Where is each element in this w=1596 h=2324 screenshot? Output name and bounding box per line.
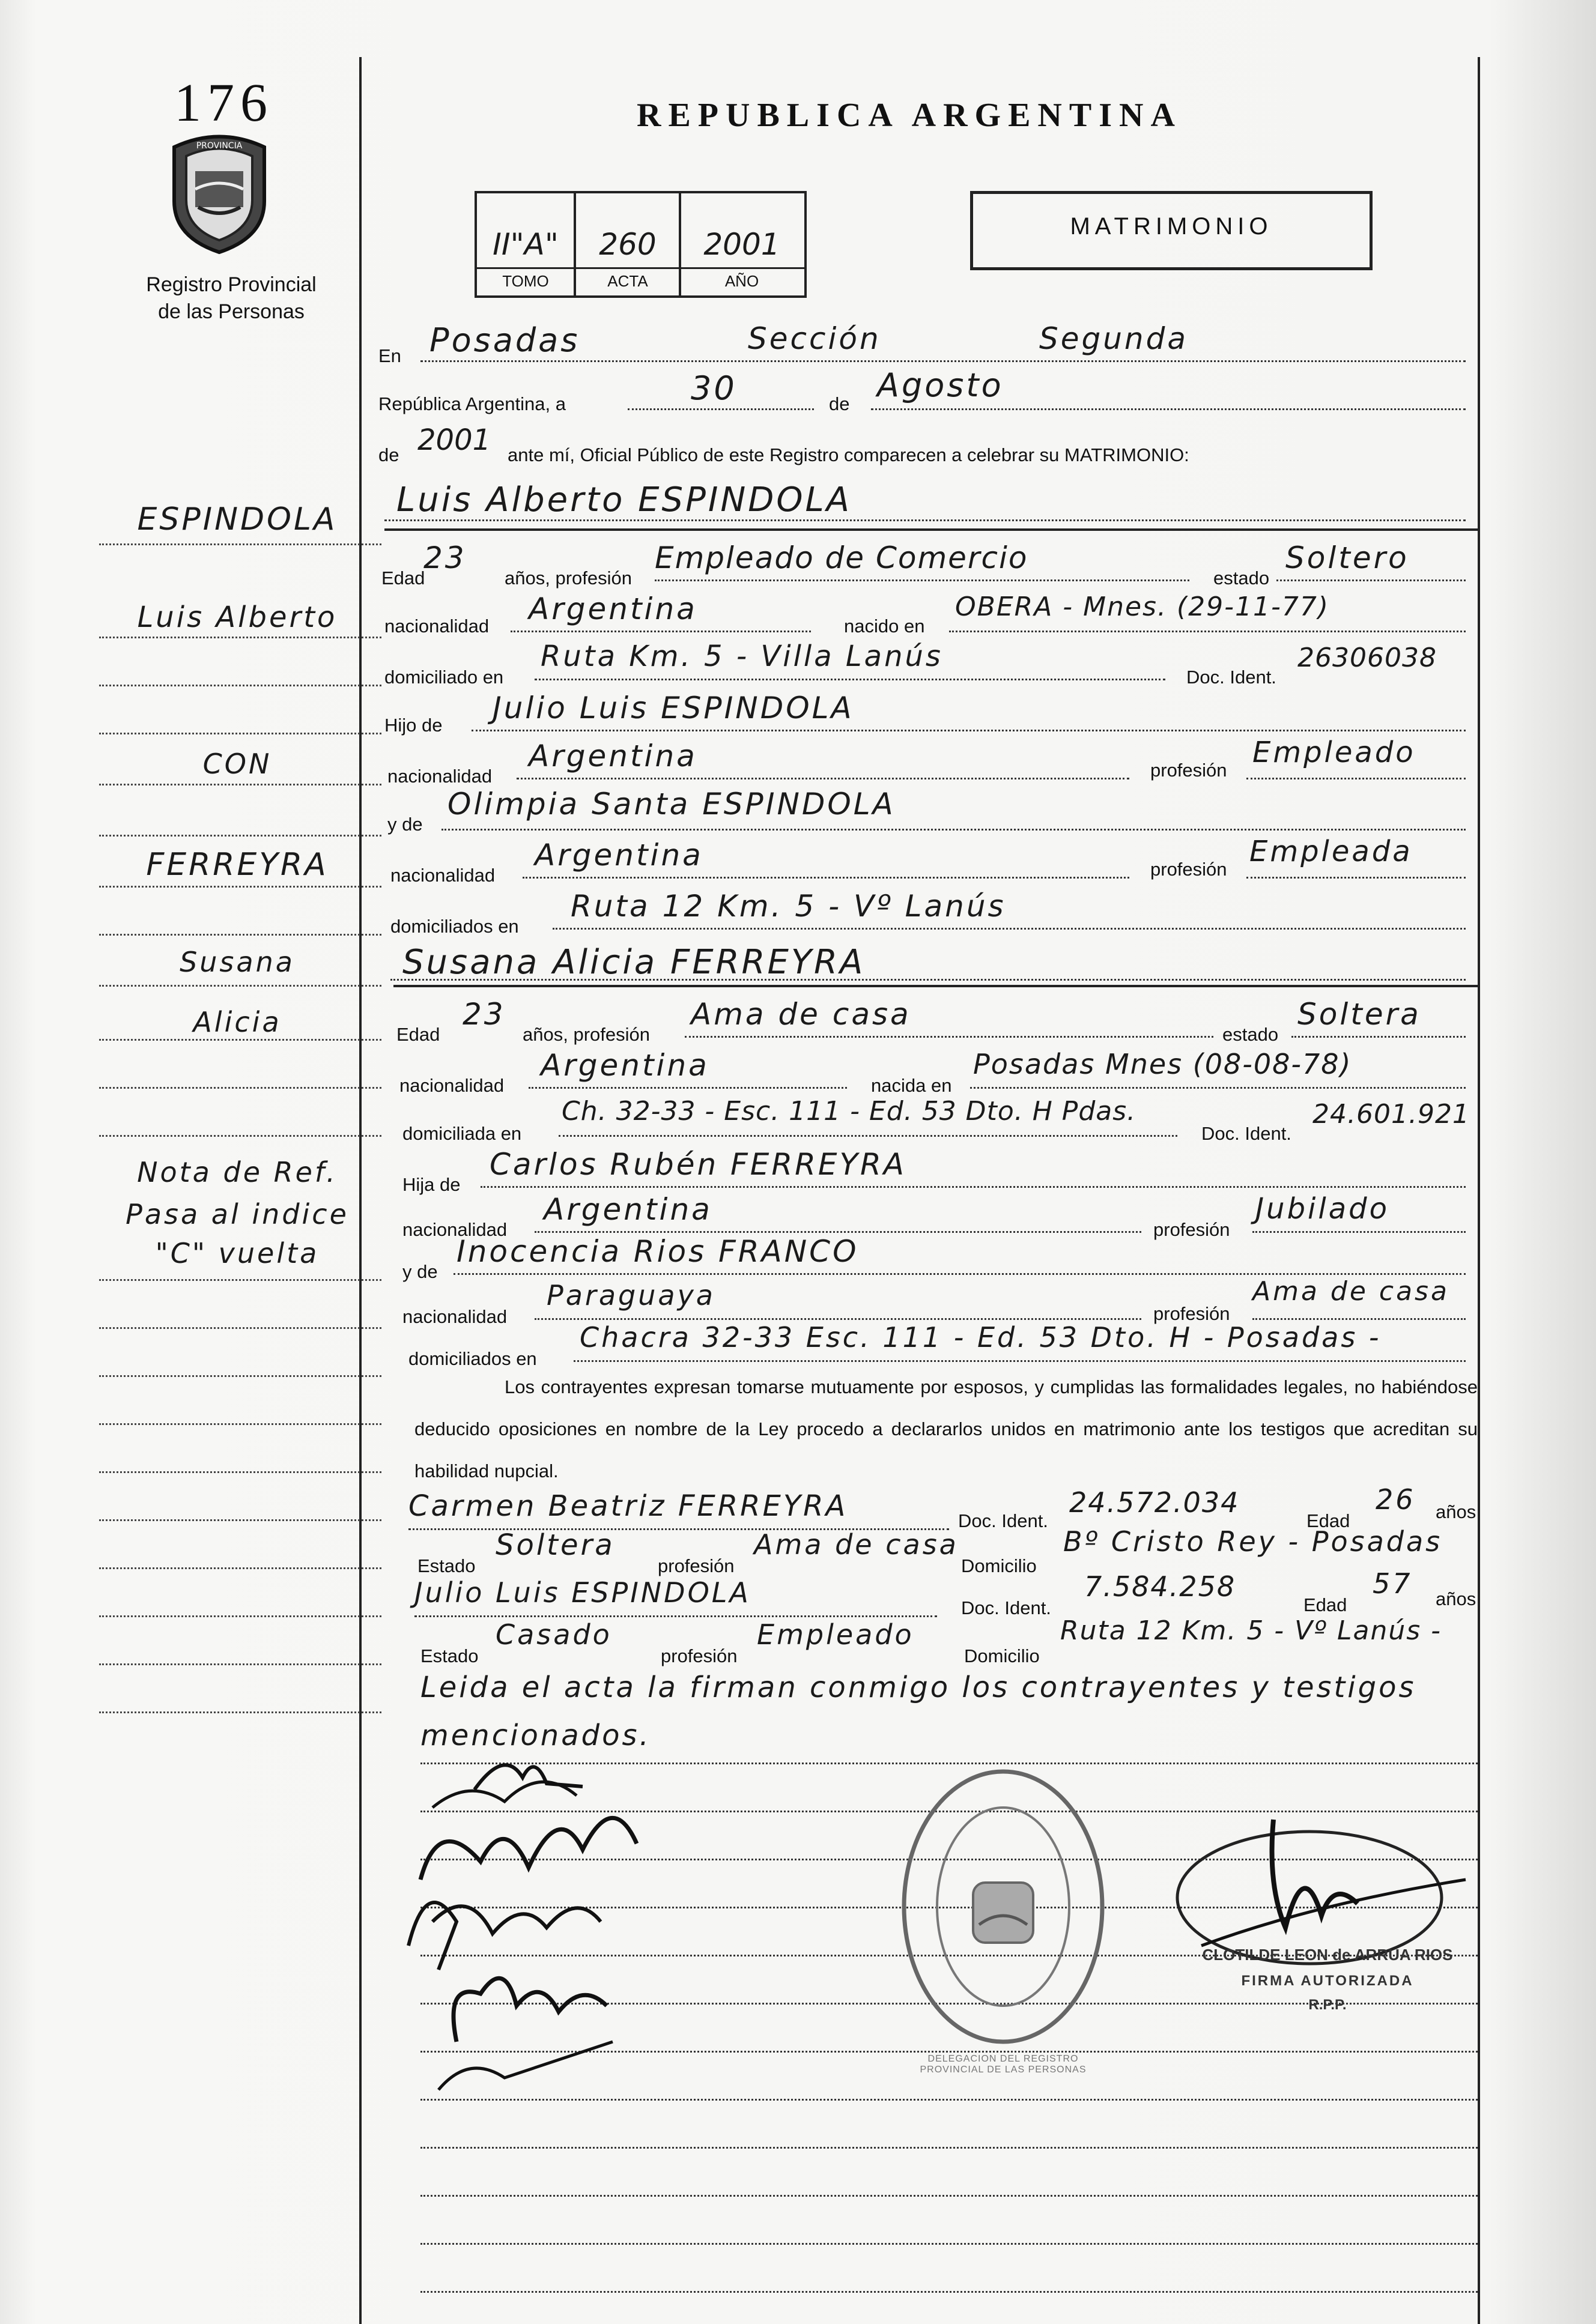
- section-rule: [384, 528, 1478, 531]
- bride-madre-nac-line: [535, 1318, 1141, 1320]
- year-prefix: de: [378, 444, 399, 465]
- bride-anos-label: años, profesión: [523, 1024, 650, 1045]
- groom-nacido: OBERA - Mnes. (29-11-77): [955, 592, 1330, 622]
- margin-line: [99, 1423, 381, 1425]
- margin-line: [99, 784, 381, 785]
- bride-madre: Inocencia Rios FRANCO: [457, 1234, 859, 1269]
- groom-madre-prof: Empleada: [1249, 835, 1413, 868]
- registry-name-line1: Registro Provincial: [146, 273, 317, 296]
- bride-madre-nac-label: nacionalidad: [402, 1306, 508, 1327]
- groom-doc: 26306038: [1297, 643, 1437, 673]
- margin-line: [99, 733, 381, 734]
- republica-label: República Argentina, a: [378, 393, 566, 414]
- year-value: 2001: [417, 423, 491, 457]
- record-type-label: MATRIMONIO: [1070, 213, 1273, 240]
- witness2-edad: 57: [1373, 1567, 1413, 1600]
- witness1-name: Carmen Beatriz FERREYRA: [408, 1489, 848, 1523]
- place-value: Posadas: [429, 321, 580, 359]
- witness2-doc: 7.584.258: [1084, 1570, 1236, 1603]
- witness2-dom-label: Domicilio: [964, 1645, 1040, 1666]
- bride-nac-line: [529, 1087, 847, 1089]
- bride-dom-label: domiciliada en: [402, 1123, 522, 1144]
- ano-label: AÑO: [724, 272, 759, 290]
- bride-madre-prof-line: [1252, 1318, 1466, 1320]
- bride-edad-label: Edad: [396, 1024, 440, 1045]
- groom-dom-line: [535, 679, 1165, 680]
- acta-label: ACTA: [607, 272, 648, 290]
- margin-line: [99, 1711, 381, 1713]
- bride-padre-line: [481, 1186, 1466, 1188]
- witness2-edad-label: Edad: [1303, 1594, 1347, 1615]
- bride-profesion: Ama de casa: [691, 997, 911, 1032]
- groom-padre-nac: Argentina: [529, 739, 697, 773]
- bride-padre-nac-line: [535, 1231, 1141, 1233]
- bride-madre-nac: Paraguaya: [547, 1279, 715, 1312]
- witness1-prof-label: profesión: [658, 1555, 735, 1576]
- bride-padre-nac: Argentina: [544, 1192, 712, 1227]
- section-rule: [393, 985, 1478, 987]
- margin-line: [99, 1375, 381, 1377]
- witness1-estado-label: Estado: [417, 1555, 476, 1576]
- groom-estado-line: [1276, 579, 1466, 581]
- groom-edad-label: Edad: [381, 567, 425, 589]
- groom-doms-label: domiciliados en: [390, 916, 519, 937]
- appear-text: ante mí, Oficial Público de este Registro comparecen a celebrar su MATRIMONIO:: [508, 444, 1189, 465]
- bride-nac-label: nacionalidad: [399, 1075, 505, 1096]
- en-label: En: [378, 345, 401, 366]
- groom-yde-label: y de: [387, 814, 423, 835]
- bride-madre-prof-label: profesión: [1153, 1303, 1230, 1324]
- signature-line: [420, 2291, 1478, 2293]
- bride-nacida: Posadas Mnes (08-08-78): [973, 1048, 1352, 1080]
- segunda-value: Segunda: [1039, 321, 1188, 356]
- groom-madre-line: [441, 829, 1466, 831]
- bride-madre-line: [454, 1273, 1466, 1275]
- bride-padres-dom: Chacra 32-33 Esc. 111 - Ed. 53 Dto. H - Posadas -: [580, 1321, 1382, 1354]
- bride-padre: Carlos Rubén FERREYRA: [490, 1147, 906, 1182]
- groom-full-name: Luis Alberto ESPINDOLA: [396, 480, 852, 519]
- groom-doc-label: Doc. Ident.: [1186, 667, 1276, 688]
- left-frame-line: [359, 57, 362, 2324]
- groom-padre-nac-label: nacionalidad: [387, 766, 493, 787]
- witness2-domicilio: Ruta 12 Km. 5 - Vº Lanús -: [1060, 1615, 1442, 1646]
- margin-line: [99, 1615, 381, 1617]
- bride-padres-dom-line: [574, 1360, 1466, 1362]
- groom-padre-nac-line: [517, 778, 1129, 779]
- groom-madre: Olimpia Santa ESPINDOLA: [448, 787, 896, 822]
- groom-nacionalidad: Argentina: [529, 592, 697, 626]
- seccion-value: Sección: [748, 321, 881, 356]
- margin-note: Luis Alberto: [137, 601, 338, 634]
- signature-line: [420, 2243, 1478, 2245]
- bride-estado-label: estado: [1222, 1024, 1279, 1045]
- bride-full-name: Susana Alicia FERREYRA: [402, 943, 866, 982]
- witness1-edad: 26: [1376, 1483, 1416, 1516]
- closing-text: Leida el acta la firman conmigo los contrayentes y testigos mencionados.: [420, 1671, 1416, 1752]
- table-divider: [574, 191, 576, 298]
- witness2-doc-label: Doc. Ident.: [961, 1597, 1051, 1618]
- groom-padres-dom: Ruta 12 Km. 5 - Vº Lanús: [571, 889, 1006, 924]
- bride-yde-label: y de: [402, 1261, 438, 1282]
- margin-line: [99, 1519, 381, 1521]
- day-value: 30: [691, 369, 737, 407]
- page-number: 176: [174, 73, 273, 133]
- witness2-estado-label: Estado: [420, 1645, 479, 1666]
- tomo-label: TOMO: [502, 272, 549, 290]
- margin-line: [99, 543, 381, 545]
- groom-madre-prof-label: profesión: [1150, 859, 1227, 880]
- margin-note: Pasa al indice: [126, 1198, 349, 1230]
- witness1-domicilio: Bº Cristo Rey - Posadas: [1063, 1525, 1443, 1558]
- groom-padre-prof: Empleado: [1252, 736, 1416, 769]
- margin-line: [99, 934, 381, 936]
- witness2-anos-label: años: [1436, 1588, 1476, 1609]
- margin-note: CON: [202, 748, 272, 780]
- bride-padre-prof-line: [1252, 1231, 1466, 1233]
- groom-domicilio: Ruta Km. 5 - Villa Lanús: [541, 640, 943, 673]
- bride-nacida-label: nacida en: [871, 1075, 952, 1096]
- groom-padre-prof-line: [1246, 778, 1466, 779]
- groom-padre: Julio Luis ESPINDOLA: [493, 691, 854, 725]
- official-stamp-line3: R.P.P.: [1308, 1997, 1347, 2013]
- signatures-graphic: [384, 1741, 745, 2162]
- margin-note: ESPINDOLA: [137, 501, 338, 537]
- witness1-edad-label: Edad: [1306, 1510, 1350, 1531]
- bride-name-line: [390, 979, 1466, 981]
- margin-line: [99, 1087, 381, 1089]
- bride-hija-label: Hija de: [402, 1174, 461, 1195]
- margin-line: [99, 1039, 381, 1041]
- witness1-doc-label: Doc. Ident.: [958, 1510, 1048, 1531]
- place-line: [420, 360, 1466, 362]
- witness2-name: Julio Luis ESPINDOLA: [414, 1576, 751, 1609]
- margin-line: [99, 685, 381, 686]
- bride-padre-nac-label: nacionalidad: [402, 1219, 508, 1240]
- margin-line: [99, 1327, 381, 1329]
- margin-note: FERREYRA: [146, 847, 329, 883]
- day-line: [628, 408, 814, 410]
- bride-prof-line: [685, 1036, 1213, 1038]
- signature-line: [420, 2195, 1478, 2197]
- svg-text:PROVINCIA: PROVINCIA: [196, 141, 243, 151]
- official-stamp-line2: FIRMA AUTORIZADA: [1241, 1973, 1414, 1989]
- groom-anos-label: años, profesión: [505, 567, 632, 589]
- witness1-estado: Soltera: [496, 1528, 615, 1562]
- margin-line: [99, 637, 381, 638]
- registry-round-stamp-icon: [895, 1763, 1111, 2051]
- margin-line: [99, 1279, 381, 1281]
- tomo-value: II"A": [493, 227, 559, 262]
- bride-doc-label: Doc. Ident.: [1201, 1123, 1291, 1144]
- groom-edad: 23: [423, 540, 467, 575]
- groom-estado: Soltero: [1285, 540, 1409, 575]
- margin-note: "C" vuelta: [155, 1237, 320, 1269]
- bride-padre-prof: Jubilado: [1255, 1192, 1389, 1226]
- groom-nac-line: [511, 631, 811, 632]
- groom-prof-line: [655, 579, 1189, 581]
- groom-dom-label: domiciliado en: [384, 667, 504, 688]
- witness2-name-line: [414, 1615, 937, 1617]
- bride-edad: 23: [463, 997, 506, 1032]
- margin-note: Alicia: [193, 1006, 282, 1038]
- witness1-anos-label: años: [1436, 1501, 1476, 1522]
- groom-nac-label: nacionalidad: [384, 616, 490, 637]
- bride-estado: Soltera: [1297, 997, 1421, 1032]
- official-stamp-line1: CLOTILDE LEON de ARRUA RIOS: [1202, 1946, 1453, 1964]
- witness1-dom-label: Domicilio: [961, 1555, 1037, 1576]
- declaration-text: Los contrayentes expresan tomarse mutuamente por esposos, y cumplidas las formalidades legales, no habiéndose deducido oposiciones en nombre de la Ley procedo a declararlos unidos en matrimonio ante los testigos que acreditan su habilidad nupcial.: [414, 1376, 1478, 1481]
- witness2-profesion: Empleado: [757, 1618, 914, 1651]
- margin-line: [99, 985, 381, 987]
- witness1-profesion: Ama de casa: [754, 1528, 959, 1561]
- groom-name-line: [384, 519, 1466, 521]
- margin-line: [99, 1135, 381, 1137]
- bride-domicilio: Ch. 32-33 - Esc. 111 - Ed. 53 Dto. H Pdas.: [562, 1096, 1136, 1127]
- province-seal-icon: [162, 129, 276, 255]
- groom-hijo-label: Hijo de: [384, 715, 443, 736]
- groom-padre-prof-label: profesión: [1150, 760, 1227, 781]
- witness2-estado: Casado: [496, 1618, 612, 1651]
- month-line: [871, 408, 1466, 410]
- margin-line: [99, 886, 381, 888]
- groom-madre-nac-line: [523, 877, 1129, 879]
- acta-value: 260: [599, 227, 657, 262]
- round-stamp-text: DELEGACION DEL REGISTRO PROVINCIAL DE LAS PERSONAS: [920, 2054, 1087, 2075]
- margin-line: [99, 1567, 381, 1569]
- groom-profesion: Empleado de Comercio: [655, 540, 1028, 575]
- witness1-doc: 24.572.034: [1069, 1486, 1240, 1519]
- margin-line: [99, 1471, 381, 1473]
- groom-padres-dom-line: [553, 928, 1466, 930]
- groom-nacido-label: nacido en: [844, 616, 925, 637]
- margin-note: Nota de Ref.: [137, 1156, 338, 1188]
- bride-madre-prof: Ama de casa: [1252, 1276, 1449, 1307]
- bride-nacionalidad: Argentina: [541, 1048, 709, 1083]
- bride-estado-line: [1291, 1036, 1466, 1038]
- table-divider: [679, 191, 681, 298]
- witness2-prof-label: profesión: [661, 1645, 738, 1666]
- margin-note: Susana: [180, 946, 295, 978]
- de-label: de: [829, 393, 850, 414]
- groom-madre-nac-label: nacionalidad: [390, 865, 496, 886]
- bride-doc: 24.601.921: [1312, 1099, 1470, 1130]
- registry-name-line2: de las Personas: [158, 300, 305, 323]
- groom-padre-line: [472, 730, 1466, 731]
- ano-value: 2001: [703, 227, 780, 262]
- groom-estado-label: estado: [1213, 567, 1270, 589]
- groom-madre-prof-line: [1246, 877, 1466, 879]
- bride-doms-label: domiciliados en: [408, 1348, 537, 1369]
- table-hline: [475, 267, 804, 269]
- margin-line: [99, 835, 381, 837]
- country-title: REPUBLICA ARGENTINA: [637, 97, 1182, 134]
- groom-nacido-line: [949, 631, 1466, 632]
- bride-nacida-line: [970, 1087, 1466, 1089]
- bride-padre-prof-label: profesión: [1153, 1219, 1230, 1240]
- margin-line: [99, 1663, 381, 1665]
- groom-madre-nac: Argentina: [535, 838, 703, 873]
- bride-dom-line: [559, 1135, 1177, 1137]
- month-value: Agosto: [877, 366, 1004, 404]
